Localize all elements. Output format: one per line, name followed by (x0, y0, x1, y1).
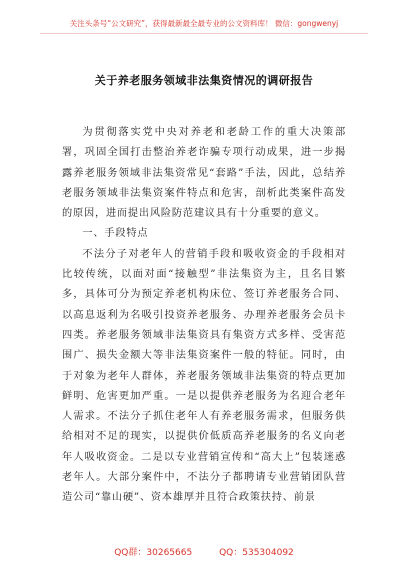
section-paragraph: 不法分子对老年人的营销手段和吸收资金的手段相对比较传统，以面对面“接触型”非法集资为主，且名目繁多，具体可分为预定养老机构床位、签订养老服务合同、以高息返利为名吸引投资养老服务、办理养老服务会员卡四类。养老服务领域非法集资具有集资方式多样、受害范围广、损失金额大等非法集资案件一般的特征。同时，由于对象为老年人群体，养老服务领域非法集资的特点更加鲜明、危害更加严重。一是以提供养老服务为名迎合老年人需求。不法分子抓住老年人有养老服务需求，但服务供给相对不足的现实，以提供价低质高养老服务的名义向老年人吸收资金。二是以专业营销宣传和“高大上”包装迷惑老年人。大部分案件中，不法分子都聘请专业营销团队营造公司“靠山硬”、资本雄厚并且符合政策扶持、前景 (62, 248, 346, 504)
intro-paragraph: 为贯彻落实党中央对养老和老龄工作的重大决策部署，巩固全国打击整治养老诈骗专项行动成果，进一步揭露养老服务领域非法集资常见“套路”手法，因此，总结养老服务领域非法集资案件特点和危害，剖析此类案件高发的原因，进而提出风险防范建议具有十分重要的意义。 (62, 127, 346, 220)
footer-qq-group: QQ群：30265665 (114, 548, 193, 558)
document-body (62, 123, 346, 509)
header-notice: 关注头条号“公文研究”，获得最新最全最专业的公文资料库！ 微信：gongwenyj (40, 18, 368, 34)
section-heading: 一、手段特点 (82, 228, 149, 240)
document-title: 关于养老服务领域非法集资情况的调研报告 (94, 74, 314, 87)
footer-qq: QQ：535304092 (219, 548, 294, 558)
footer-contacts (0, 545, 408, 558)
